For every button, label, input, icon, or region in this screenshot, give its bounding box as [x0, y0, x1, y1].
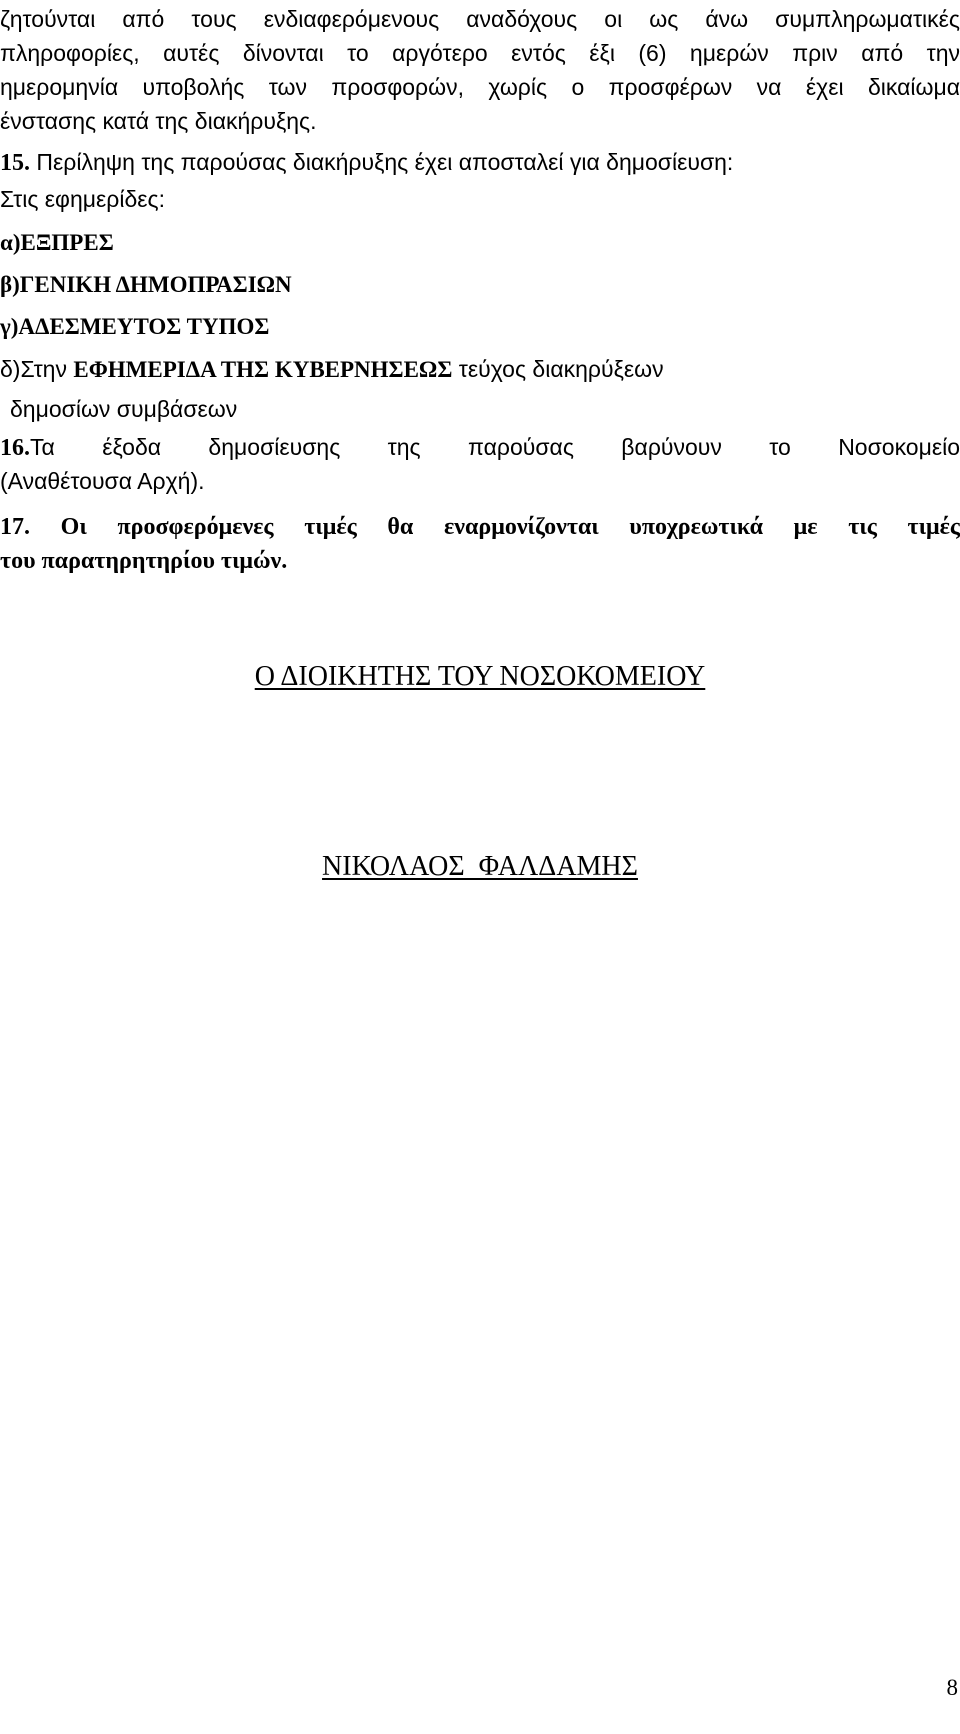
intro-line-4: ένστασης κατά της διακήρυξης.: [0, 108, 317, 134]
item-15: [0, 147, 960, 178]
intro-line-2: πληροφορίες, αυτές δίνονται το αργότερο εντός έξι (6) ημερών πριν από την: [0, 40, 960, 66]
item-15-d-prefix: δ)Στην: [0, 356, 74, 382]
item-16-number: 16.: [0, 435, 30, 461]
item-15-number: 15.: [0, 150, 30, 176]
signatory-title: Ο ΔΙΟΙΚΗΤΗΣ ΤΟΥ ΝΟΣΟΚΟΜΕΙΟΥ: [254, 661, 706, 692]
item-15-d-bold: ΕΦΗΜΕΡΙΔΑ ΤΗΣ ΚΥΒΕΡΝΗΣΕΩΣ: [73, 357, 453, 382]
item-15-c: γ)ΑΔΕΣΜΕΥΤΟΣ ΤΥΠΟΣ: [0, 314, 270, 339]
item-15-text: Περίληψη της παρούσας διακήρυξης έχει αποσταλεί για δημοσίευση:: [30, 149, 734, 175]
intro-line-3: ημερομηνία υποβολής των προσφορών, χωρίς ο προσφέρων να έχει δικαίωμα: [0, 74, 960, 100]
item-15-d: [0, 354, 960, 385]
item-15-d-suffix: τεύχος διακηρύξεων: [452, 356, 664, 382]
item-15-subheading: Στις εφημερίδες:: [0, 186, 165, 212]
signatory-name: ΝΙΚΟΛΑΟΣ ΦΑΛΔΑΜΗΣ: [322, 851, 638, 882]
item-15-d-line2: δημοσίων συμβάσεων: [10, 396, 238, 422]
item-16-text-1: Τα έξοδα δημοσίευσης της παρούσας βαρύνουν το Νοσοκομείο: [30, 434, 960, 460]
item-16-line-1: [0, 432, 960, 463]
page-number: 8: [946, 1675, 958, 1700]
item-17-line-2: του παρατηρητηρίου τιμών.: [0, 548, 288, 574]
signatory-title-wrap: [0, 660, 960, 694]
intro-line-1: ζητούνται από τους ενδιαφερόμενους αναδόχους οι ως άνω συμπληρωματικές: [0, 6, 960, 32]
item-15-b: β)ΓΕΝΙΚΗ ΔΗΜΟΠΡΑΣΙΩΝ: [0, 272, 292, 297]
item-17-line-1: 17. Οι προσφερόμενες τιμές θα εναρμονίζονται υποχρεωτικά με τις τιμές: [0, 514, 960, 540]
item-16-line-2: (Αναθέτουσα Αρχή).: [0, 468, 205, 494]
item-15-a: α)ΕΞΠΡΕΣ: [0, 230, 114, 255]
signatory-name-wrap: [0, 850, 960, 884]
